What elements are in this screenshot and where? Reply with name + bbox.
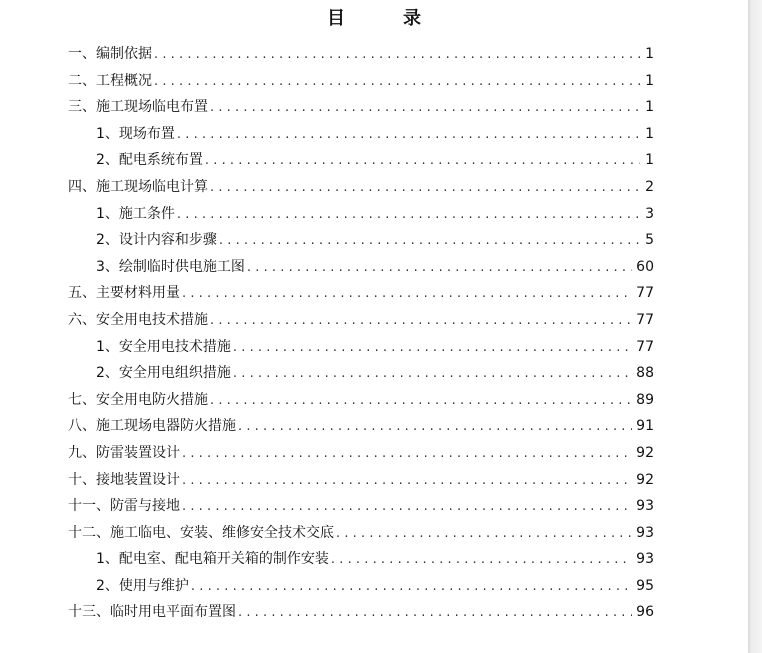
toc-page-number: 1 <box>645 72 654 89</box>
toc-leader-dots <box>177 122 640 149</box>
toc-leader-dots <box>182 281 632 308</box>
toc-leader-dots <box>205 148 640 175</box>
toc-subentry[interactable] <box>68 573 654 600</box>
toc-entry-text: 1、安全用电技术措施 <box>96 338 231 355</box>
toc-entry-text: 1、配电室、配电箱开关箱的制作安装 <box>96 551 329 568</box>
toc-page-number: 5 <box>645 232 654 249</box>
toc-page-number: 89 <box>636 391 654 408</box>
toc-entry-text: 1、现场布置 <box>96 125 175 142</box>
toc-page-number: 77 <box>636 311 654 328</box>
toc-entry-text: 2、使用与维护 <box>96 577 189 594</box>
toc-entry-text: 1、施工条件 <box>96 205 175 222</box>
toc-page-number: 2 <box>645 178 654 195</box>
toc-entry-text: 一、编制依据 <box>68 46 152 62</box>
toc-leader-dots <box>191 574 632 601</box>
toc-page-number: 93 <box>636 524 654 541</box>
toc-subentry[interactable] <box>68 546 654 573</box>
toc-leader-dots <box>182 494 632 521</box>
toc-leader-dots <box>210 175 640 202</box>
toc-page-number: 91 <box>636 418 654 435</box>
toc-entry[interactable] <box>68 599 654 626</box>
toc-entry-text: 十三、临时用电平面布置图 <box>68 604 236 621</box>
toc-entry-text: 2、安全用电组织措施 <box>96 365 231 382</box>
toc-page-number: 96 <box>636 604 654 621</box>
toc-subentry[interactable] <box>68 360 654 387</box>
toc-leader-dots <box>238 600 632 627</box>
toc-entry[interactable] <box>68 94 654 121</box>
toc-entry-text: 2、配电系统布置 <box>96 152 203 169</box>
toc-leader-dots <box>336 521 632 548</box>
toc-page-number: 93 <box>636 551 654 568</box>
toc-entry-text: 十二、施工临电、安装、维修安全技术交底 <box>68 524 334 541</box>
toc-leader-dots <box>210 95 640 122</box>
toc-entry[interactable] <box>68 467 654 494</box>
toc-leader-dots <box>331 547 632 574</box>
toc-entry[interactable] <box>68 280 654 307</box>
toc-entry-text: 二、工程概况 <box>68 72 152 89</box>
toc-page-number: 77 <box>636 285 654 302</box>
toc-leader-dots <box>210 388 632 415</box>
toc-entry[interactable] <box>68 307 654 334</box>
toc-entry[interactable] <box>68 174 654 201</box>
toc-page-number: 77 <box>636 338 654 355</box>
toc-page-number: 93 <box>636 498 654 515</box>
toc-entry[interactable] <box>68 68 654 95</box>
toc-entry-text: 2、设计内容和步骤 <box>96 232 217 249</box>
toc-page-number: 1 <box>645 99 654 116</box>
toc-entry[interactable] <box>68 520 654 547</box>
toc-page-number: 88 <box>636 365 654 382</box>
toc-page-number: 92 <box>636 471 654 488</box>
toc-subentry[interactable] <box>68 121 654 148</box>
toc-subentry[interactable] <box>68 147 654 174</box>
toc-page-number: 1 <box>645 125 654 142</box>
toc-leader-dots <box>247 255 632 282</box>
toc-leader-dots <box>154 69 640 96</box>
toc-leader-dots <box>182 441 632 468</box>
toc-leader-dots <box>233 361 632 388</box>
toc-entry-text: 七、安全用电防火措施 <box>68 391 208 408</box>
toc-entry[interactable] <box>68 387 654 414</box>
toc-entry-text: 九、防雷装置设计 <box>68 444 180 461</box>
toc-entry[interactable] <box>68 41 654 68</box>
toc-entry-text: 四、施工现场临电计算 <box>68 178 208 195</box>
toc-entry-text: 十、接地装置设计 <box>68 471 180 488</box>
toc-entry[interactable] <box>68 440 654 467</box>
toc-leader-dots <box>154 42 640 69</box>
toc-leader-dots <box>233 335 632 362</box>
toc-leader-dots <box>238 414 632 441</box>
toc-page-number: 1 <box>645 46 654 62</box>
toc-subentry[interactable] <box>68 227 654 254</box>
toc-leader-dots <box>182 468 632 495</box>
toc-subentry[interactable] <box>68 201 654 228</box>
toc-entry-text: 十一、防雷与接地 <box>68 498 180 515</box>
toc-page-number: 3 <box>645 205 654 222</box>
toc-page-number: 92 <box>636 444 654 461</box>
toc-entry[interactable] <box>68 493 654 520</box>
toc-page-number: 1 <box>645 152 654 169</box>
toc-page-number: 60 <box>636 258 654 275</box>
page-edge-shadow <box>748 0 762 653</box>
toc-entry-text: 六、安全用电技术措施 <box>68 311 208 328</box>
toc-title: 目 录 <box>327 8 441 29</box>
toc-leader-dots <box>177 202 640 229</box>
toc-entry-text: 3、绘制临时供电施工图 <box>96 258 245 275</box>
toc-leader-dots <box>219 228 640 255</box>
toc-entry[interactable] <box>68 413 654 440</box>
toc-list <box>68 41 654 626</box>
toc-subentry[interactable] <box>68 334 654 361</box>
toc-subentry[interactable] <box>68 254 654 281</box>
toc-entry-text: 八、施工现场电器防火措施 <box>68 418 236 435</box>
toc-entry-text: 三、施工现场临电布置 <box>68 99 208 116</box>
toc-page-number: 95 <box>636 577 654 594</box>
toc-entry-text: 五、主要材料用量 <box>68 285 180 302</box>
toc-leader-dots <box>210 308 632 335</box>
